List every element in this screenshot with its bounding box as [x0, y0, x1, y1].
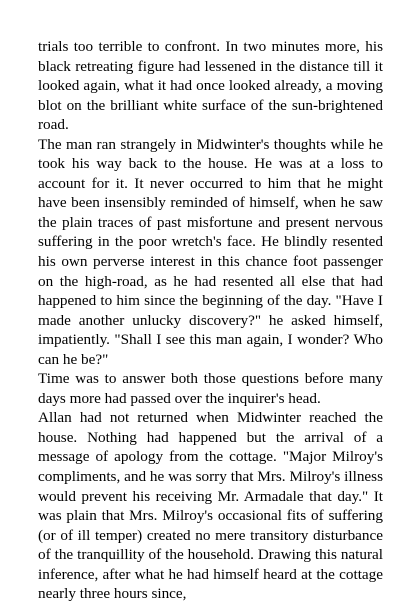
paragraph-2: The man ran strangely in Midwinter's thoughts while he took his way back to the house. He was at a loss to account for it. It never occurred to him that he might have been insensibly reminded of himself, when he saw the plain traces of past misfortune and present nervous suffering in the poor wretch's face. He blindly resented his own perverse interest in this chance foot passenger on the high-road, as he had resented all else that had happened to him since the beginning of the day. "Have I made another unlucky discovery?" he asked himself, impatiently. "Shall I see this man again, I wonder? Who can he be?"	[38, 135, 383, 368]
paragraph-3: Time was to answer both those questions before many days more had passed over the inquirer's head.	[38, 370, 383, 407]
paragraph-4: Allan had not returned when Midwinter reached the house. Nothing had happened but the arrival of a message of apology from the cottage. "Major Milroy's compliments, and he was sorry that Mrs. Milroy's illness would prevent his receiving Mr. Armadale that day." It was plain that Mrs. Milroy's occasional fits of suffering (or of ill temper) created no mere transitory disturbance of the tranquillity of the household. Drawing this natural inference, after what he had himself heard at the cottage nearly three hours since,	[38, 409, 383, 603]
paragraph-1: trials too terrible to confront. In two minutes more, his black retreating figure had lessened in the distance till it looked again, what it had once looked already, a moving blot on the brilliant white surface of the sun-brightened road.	[38, 38, 383, 134]
